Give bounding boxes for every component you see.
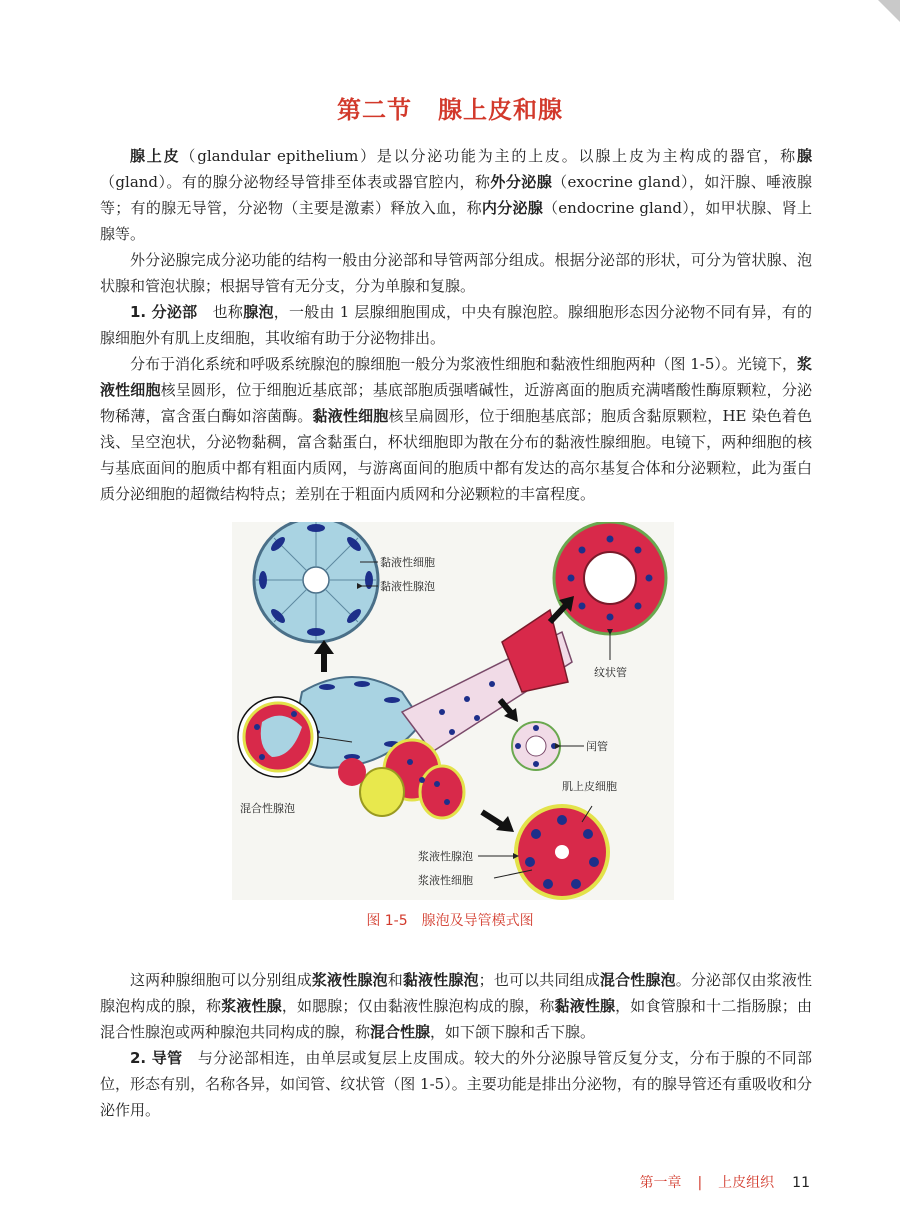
term: 黏液性腺 (554, 997, 616, 1015)
subsection-heading: 2. 导管 (130, 1049, 183, 1067)
section-heading (0, 90, 900, 125)
paragraph (100, 351, 812, 507)
section-number: 第二节 (337, 96, 412, 124)
term: 浆液性腺泡 (311, 971, 388, 989)
text-run: 分布于消化系统和呼吸系统腺泡的腺细胞一般分为浆液性细胞和黏液性细胞两种（图 1-5）。光镜下， (130, 355, 797, 373)
label-serous-cell: 浆液性细胞 (418, 874, 473, 887)
striated-duct-illustration (554, 522, 666, 634)
text-run: 和 (387, 971, 403, 989)
term: 混合性腺泡 (599, 971, 676, 989)
section-title: 腺上皮和腺 (438, 96, 563, 124)
page-corner-mark (878, 0, 900, 22)
figure-title: 腺泡及导管模式图 (421, 913, 534, 929)
page-footer (639, 1172, 810, 1192)
term: 黏液性腺泡 (402, 971, 479, 989)
term: 黏液性细胞 (312, 407, 389, 425)
term: 内分泌腺 (481, 199, 543, 217)
text-run: （exocrine gland），如汗腺、唾液腺等；有的腺无导管，分泌物（主要是激素）释放入血，称 (100, 173, 812, 217)
paragraph (100, 967, 812, 1045)
text-run: 核呈扁圆形，位于细胞基底部；胞质含黏原颗粒，HE 染色着色浅、呈空泡状，分泌物黏稠，富含黏蛋白，杯状细胞即为散在分布的黏液性腺细胞。电镜下，两种细胞的核与基底面间的胞质中都有粗面内质网，与游离面间的胞质中都有发达的高尔基复合体和分泌颗粒，此为蛋白质分泌细胞的超微结构特点；差别在于粗面内质网和分泌颗粒的丰富程度。 (100, 407, 812, 503)
text-run: ，一般由 1 层腺细胞围成，中央有腺泡腔。腺细胞形态因分泌物不同有异，有的腺细胞外有肌上皮细胞，其收缩有助于分泌物排出。 (100, 303, 812, 347)
label-mucous-acinus: 黏液性腺泡 (380, 580, 435, 593)
label-mixed-acinus: 混合性腺泡 (240, 802, 295, 815)
label-serous-acinus: 浆液性腺泡 (418, 850, 473, 863)
figure-caption (0, 910, 900, 930)
label-striated-duct: 纹状管 (594, 666, 627, 679)
paragraph (100, 299, 812, 351)
text-run: 这两种腺细胞可以分别组成 (130, 971, 312, 989)
body-text-bottom (100, 967, 812, 1123)
intercalated-duct-illustration (512, 722, 560, 770)
text-run: （glandular epithelium）是以分泌功能为主的上皮。以腺上皮为主构成的器官，称 (180, 147, 797, 165)
footer-chapter: 第一章 (639, 1175, 682, 1191)
paragraph (100, 143, 812, 247)
body-text-top (100, 143, 812, 507)
page-number: 11 (792, 1175, 810, 1191)
serous-acinus-illustration (516, 806, 608, 898)
mucous-acinus-illustration (254, 522, 378, 642)
text-run: 与分泌部相连，由单层或复层上皮围成。较大的外分泌腺导管反复分支，分布于腺的不同部位，形态有别，名称各异，如闰管、纹状管（图 1-5）。主要功能是排出分泌物，有的腺导管还有重吸收和分泌作用。 (100, 1049, 812, 1119)
text-run: ，如腮腺；仅由黏液性腺泡构成的腺，称 (281, 997, 555, 1015)
term: 腺泡 (243, 303, 274, 321)
figure-number: 图 1-5 (366, 913, 408, 929)
term: 浆液性腺 (221, 997, 282, 1015)
label-mucous-cell: 黏液性细胞 (380, 556, 435, 569)
paragraph: 外分泌腺完成分泌功能的结构一般由分泌部和导管两部分组成。根据分泌部的形状，可分为管状腺、泡状腺和管泡状腺；根据导管有无分支，分为单腺和复腺。 (100, 251, 812, 295)
text-run: 也称 (197, 303, 244, 321)
text-run: 。分泌部仅由浆液性腺泡构成的腺，称 (100, 971, 812, 1015)
gland-body-illustration (292, 610, 572, 818)
term: 腺上皮 (130, 147, 181, 165)
text-run: 核呈圆形，位于细胞近基底部；基底部胞质强嗜碱性，近游离面的胞质充满嗜酸性酶原颗粒，分泌物稀薄，富含蛋白酶如溶菌酶。 (100, 381, 812, 425)
footer-chapter-title: 上皮组织 (718, 1175, 775, 1191)
text-run: （gland）。有的腺分泌物经导管排至体表或器官腔内，称 (100, 173, 491, 191)
subsection-heading: 1. 分泌部 (130, 303, 198, 321)
term: 外分泌腺 (490, 173, 553, 191)
paragraph (100, 1045, 812, 1123)
text-run: （endocrine gland），如甲状腺、肾上腺等。 (100, 199, 812, 243)
term: 浆液性细胞 (100, 355, 812, 399)
text-run: ，如下颌下腺和舌下腺。 (430, 1023, 596, 1041)
text-run: ，如食管腺和十二指肠腺；由混合性腺泡或两种腺泡共同构成的腺，称 (100, 997, 812, 1041)
term: 混合性腺 (370, 1023, 431, 1041)
footer-separator: | (697, 1175, 703, 1191)
diagram-svg (232, 522, 674, 900)
acinus-duct-diagram (232, 522, 674, 900)
term: 腺 (796, 147, 812, 165)
label-myoepithelial-cell: 肌上皮细胞 (562, 780, 617, 793)
text-run: ；也可以共同组成 (478, 971, 600, 989)
label-intercalated-duct: 闰管 (586, 740, 608, 753)
